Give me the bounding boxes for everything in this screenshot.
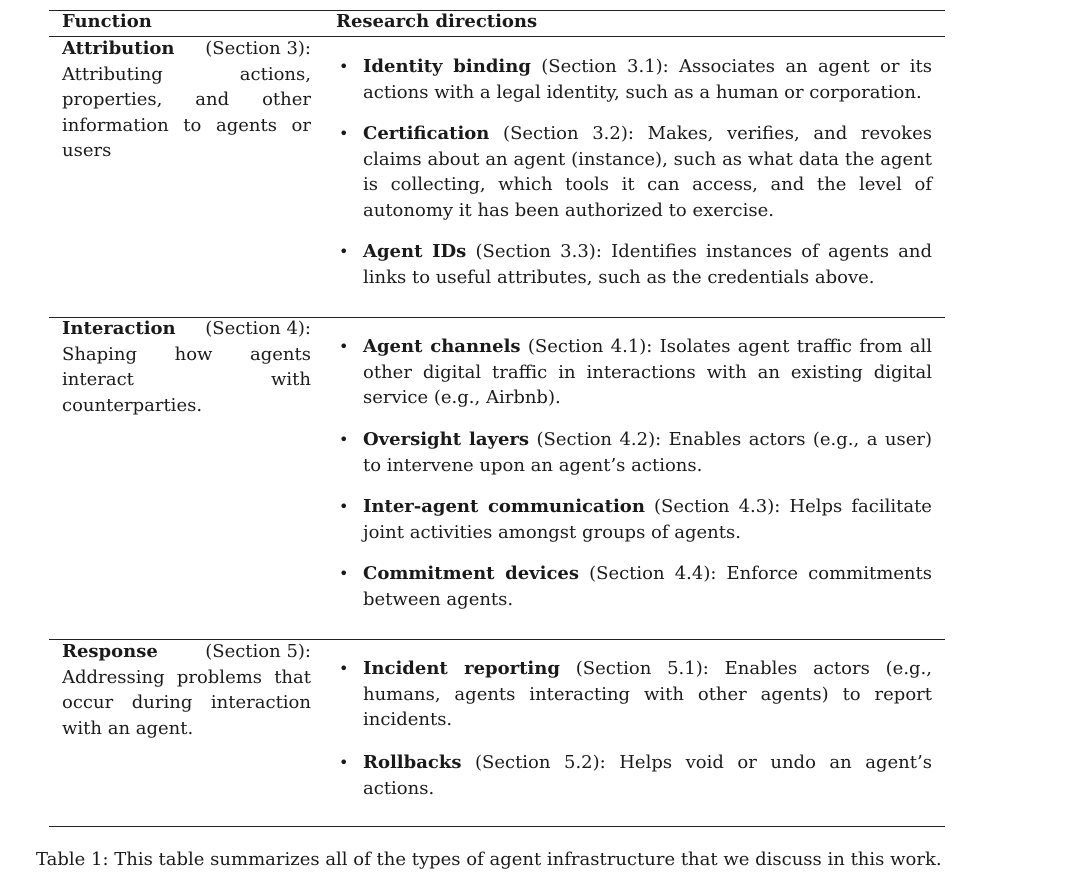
- function-description: Attributing actions, properties, and other information to agents or users: [62, 63, 311, 161]
- direction-name: Agent channels: [363, 336, 521, 357]
- direction-identity-binding: [363, 54, 932, 105]
- direction-section: (Section 3.2):: [503, 123, 634, 144]
- function-section: (Section 3):: [205, 38, 311, 59]
- direction-oversight-layers: [363, 427, 932, 478]
- direction-agent-ids: [363, 239, 932, 290]
- bullet-icon: •: [339, 659, 349, 678]
- bullet-icon: •: [339, 497, 349, 516]
- bullet-icon: •: [339, 242, 349, 261]
- direction-description: Helps void or undo an agent’s actions.: [363, 752, 932, 799]
- direction-description: Identifies instances of agents and links to useful attributes, such as the credentials above.: [363, 241, 932, 288]
- function-attribution: [62, 36, 311, 164]
- direction-incident-reporting: [363, 656, 932, 733]
- direction-name: Incident reporting: [363, 658, 560, 679]
- function-response: [62, 639, 311, 741]
- direction-name: Oversight layers: [363, 429, 530, 450]
- function-interaction: [62, 316, 311, 418]
- direction-section: (Section 3.1):: [541, 56, 669, 77]
- bullet-icon: •: [339, 753, 349, 772]
- function-name: Attribution: [62, 38, 175, 59]
- direction-section: (Section 4.1):: [527, 336, 653, 357]
- function-name: Response: [62, 641, 158, 662]
- direction-name: Certification: [363, 123, 490, 144]
- direction-description: Enables actors (e.g., humans, agents interacting with other agents) to report incidents.: [363, 658, 933, 730]
- function-description: Addressing problems that occur during interaction with an agent.: [62, 666, 311, 739]
- direction-certification: [363, 121, 932, 223]
- function-name: Interaction: [62, 318, 176, 339]
- direction-section: (Section 4.4):: [589, 563, 717, 584]
- function-section: (Section 5):: [205, 641, 311, 662]
- function-description: Shaping how agents interact with counterparties.: [62, 343, 311, 416]
- direction-name: Agent IDs: [363, 241, 467, 262]
- bullet-icon: •: [339, 564, 349, 583]
- direction-agent-channels: [363, 334, 932, 411]
- direction-name: Rollbacks: [363, 752, 462, 773]
- direction-description: Makes, verifies, and revokes claims about an agent (instance), such as what data the agent is collecting, which tools it can access, and the level of autonomy it has been authorized to exercise.: [363, 123, 932, 221]
- bullet-icon: •: [339, 124, 349, 143]
- bullet-icon: •: [339, 430, 349, 449]
- direction-section: (Section 4.2):: [536, 429, 662, 450]
- direction-description: Helps facilitate joint activities amongst groups of agents.: [363, 496, 932, 543]
- direction-description: Associates an agent or its actions with a legal identity, such as a human or corporation.: [363, 56, 932, 103]
- bullet-icon: •: [339, 337, 349, 356]
- direction-commitment-devices: [363, 561, 932, 612]
- direction-description: Enforce commitments between agents.: [363, 563, 932, 610]
- direction-name: Inter-agent communication: [363, 496, 645, 517]
- direction-description: Enables actors (e.g., a user) to intervene upon an agent’s actions.: [363, 429, 932, 476]
- direction-section: (Section 3.3):: [475, 241, 602, 262]
- direction-section: (Section 5.1):: [575, 658, 709, 679]
- header-research-directions: Research directions: [336, 11, 538, 32]
- direction-description: Isolates agent traffic from all other digital traffic in interactions with an existing digital service (e.g., Airbnb).: [363, 336, 932, 408]
- table-caption: Table 1: This table summarizes all of the types of agent infrastructure that we discuss in this work.: [36, 849, 942, 870]
- direction-inter-agent-communication: [363, 494, 932, 545]
- function-section: (Section 4):: [205, 318, 311, 339]
- direction-section: (Section 4.3):: [654, 496, 781, 517]
- header-function: Function: [62, 11, 152, 32]
- direction-name: Identity binding: [363, 56, 531, 77]
- direction-rollbacks: [363, 750, 932, 801]
- direction-section: (Section 5.2):: [474, 752, 606, 773]
- bullet-icon: •: [339, 57, 349, 76]
- direction-name: Commitment devices: [363, 563, 579, 584]
- table-bottom-rule: [49, 826, 945, 827]
